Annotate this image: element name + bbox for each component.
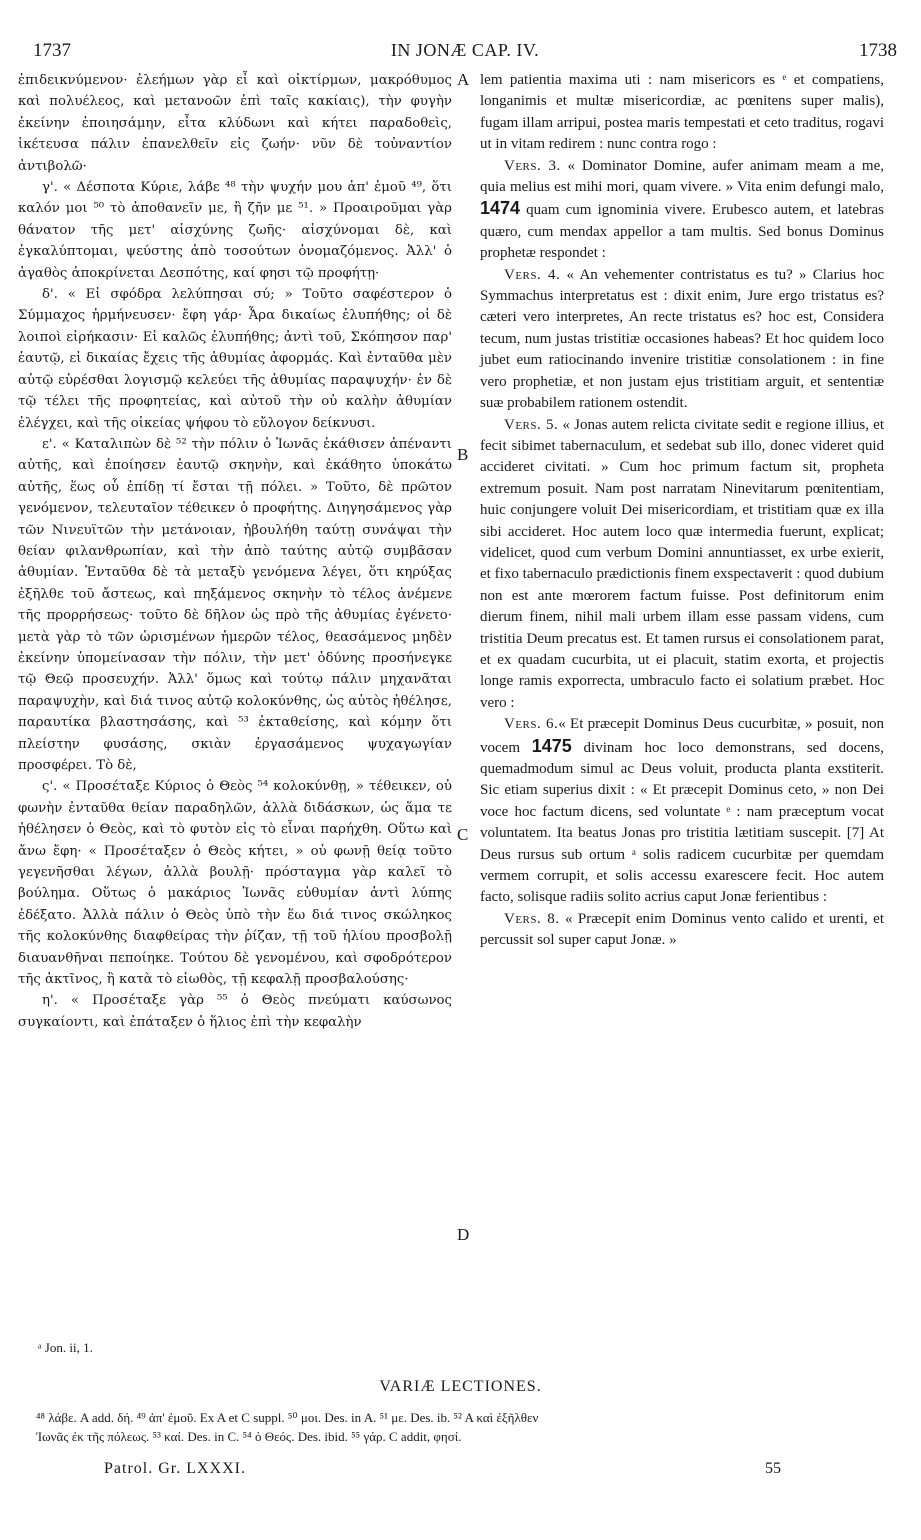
verse-label: Vers. 8. xyxy=(504,910,560,927)
greek-column xyxy=(18,70,452,1033)
latin-text: quam cum ignominia vivere. Erubesco autem, et latebras quæro, cum mendax appellor a tam multis. Sed bonus Dominus prophetæ respondet : xyxy=(480,202,884,262)
variae-line: ⁴⁸ λάβε. A add. δή. ⁴⁹ ἀπ' ἐμοῦ. Ex A et C suppl. ⁵⁰ μοι. Des. in A. ⁵¹ με. Des. ib. ⁵² A καὶ ἐξῆλθεν xyxy=(36,1410,539,1425)
footnote: ᵃ Jon. ii, 1. xyxy=(38,1340,93,1355)
variae-lectiones-title: VARIÆ LECTIONES. xyxy=(379,1378,542,1395)
latin-paragraph xyxy=(480,714,884,909)
variae-lectiones xyxy=(36,1408,896,1446)
latin-paragraph: lem patientia maxima uti : nam misericors es ᵉ et compatiens, longanimis et multæ misericordiæ, ac pœnitens super malis), fugam illam arripui, postea maris tempestati et ceto traditus, rogavi ut in vitam redirem : nunc contra rogo : xyxy=(480,72,884,153)
latin-text: « An vehementer contristatus es tu? » Clarius hoc Symmachus interpretatus est : dixit enim, Jure ergo tristatus es? cæteri vero interpretes, An recte tristatus es? hoc est, Considera tecum, num justas tristitiæ occasiones habeas? Et hoc quidem loco jubet eum ratiocinando invenire tristitiæ consolationem : in fine vero prophetiæ, et non justam ejus tristitiam arguit, et sententiæ suæ probabilem rationem ostendit. xyxy=(480,266,884,412)
footer-signature: 55 xyxy=(765,1460,781,1477)
running-title: IN JONÆ CAP. IV. xyxy=(390,40,540,60)
page-header xyxy=(33,40,897,64)
latin-paragraph xyxy=(480,415,884,715)
latin-text: « Dominator Domine, aufer animam meam a me, quia melius est mihi mori, quam vivere. » Vita enim defungi malo, xyxy=(480,157,884,196)
latin-paragraph xyxy=(480,909,884,952)
variae-line: Ἰωνᾶς ἐκ τῆς πόλεως. ⁵³ καί. Des. in C. ⁵⁴ ὁ Θεός. Des. ibid. ⁵⁵ γάρ. C addit, φησί. xyxy=(36,1429,462,1444)
column-marker-b: B xyxy=(457,445,469,464)
page-number-right: 1738 xyxy=(859,40,897,61)
latin-text: divinam hoc loco demonstrans, sed docens, quemadmodum simul ac Deus voluit, producta planta exstiterit. Sic etiam superius dixit : « Et præcepit Dominus ceto, » non Dei voce hoc factum dicens, sed voluntate ᵉ : nam præceptum vocat voluntatem. Ita beatus Jonas pro tristitia lætitiam suscepit. [7] At Deus rursus sub ortum ᵃ solis radicem cucurbitæ per quemdam vermem corrupit, et solis accessu exarescere fecit. Hoc autem facto, solisque radiis solito acrius caput Jonæ ferientibus : xyxy=(480,739,884,906)
latin-paragraph xyxy=(480,156,884,265)
footer-series: Patrol. Gr. LXXXI. xyxy=(104,1460,246,1477)
greek-paragraph: γ'. « Δέσποτα Κύριε, λάβε ⁴⁸ τὴν ψυχήν μου ἀπ' ἐμοῦ ⁴⁹, ὅτι καλόν μοι ⁵⁰ τὸ ἀποθανεῖν με, ἢ ζῆν με ⁵¹. » Προαιροῦμαι γὰρ θάνατον τῆς μετ' αἰσχύνης ζωῆς· αἰσχύνομαι δὲ, καὶ ἐγκαλύπτομαι, ψεύστης ἀπὸ τοσούτων ὀνομαζόμενος. Ἀλλ' ὁ ἀγαθὸς ἀποκρίνεται Δεσπότης, καί φησι τῷ προφήτῃ· xyxy=(18,180,452,281)
latin-text: « Præcepit enim Dominus vento calido et urenti, et percussit sol super caput Jonæ. » xyxy=(480,910,885,949)
column-marker-a: A xyxy=(457,70,470,89)
column-number: 1475 xyxy=(531,735,572,756)
column-marker-d: D xyxy=(457,1225,470,1244)
verse-label: Vers. 4. xyxy=(504,266,561,283)
latin-text: « Et præcepit Dominus Deus cucurbitæ, » posuit, non vocem xyxy=(480,716,885,756)
latin-text: « Jonas autem relicta civitate sedit e regione illius, et fecit sibimet tabernaculum, et sedebat sub illo, donec videret quid accideret civitati. » Cum hoc primum factum sit, propheta extremum posuit. Nam post narratam Ninevitarum pœnitentiam, huic conjungere voluit Dei misericordiam, et tristitiam quæ ex illa sibi accideret. Hoc autem loco quæ intermedia fuerunt, explicat; videlicet, quod cum verbum Domini annuntiasset, ex urbe exierit, et fixo tabernaculo prædictionis finem exspectaverit : quod dubium non est ante mœrorem factum fuisse. Post definitorum enim dierum finem, nihil mali urbem illam esse passam videns, cum tristitia Deum precatus est. Et tamen rursus ei consolationem parat, et ex quadam cucurbita, ut ei placuit, statim exorta, et projectis longe ramis exporrecta, umbraculo facto ei solatium præbet. Hoc vero : xyxy=(480,416,884,711)
verse-label: Vers. 5. xyxy=(504,416,559,433)
column-marker-c: C xyxy=(457,825,469,844)
verse-label: Vers. 3. xyxy=(504,157,561,174)
greek-paragraph: ἐπιδεικνύμενον· ἐλεήμων γὰρ εἶ καὶ οἰκτίρμων, μακρόθυμος καὶ πολυέλεος, καὶ μετανοῶν ἐπὶ ταῖς κακίαις), τὴν φυγὴν ἐκείνην ἐποιησάμην, εἶτα κλύδωνι καὶ κήτει παραδοθεὶς, ἱκέτευσα πάλιν ἐπανελθεῖν εἰς ζωήν· νῦν δὲ τοὐναντίον ἀντιβολῶ· xyxy=(18,73,452,174)
latin-paragraph xyxy=(480,265,884,415)
column-number: 1474 xyxy=(480,198,521,219)
page-number-left: 1737 xyxy=(33,40,71,61)
verse-label: Vers. 6. xyxy=(504,716,559,733)
greek-paragraph: η'. « Προσέταξε γὰρ ⁵⁵ ὁ Θεὸς πνεύματι καύσωνος συγκαίοντι, καὶ ἐπάταξεν ὁ ἥλιος ἐπὶ τὴν κεφαλὴν xyxy=(18,993,452,1030)
greek-paragraph: ς'. « Προσέταξε Κύριος ὁ Θεὸς ⁵⁴ κολοκύνθῃ, » τέθεικεν, οὐ φωνὴν ἐνταῦθα θείαν παραδηλῶν, ἀλλὰ διδάσκων, ὡς ἅμα τε ἠθέλησεν ὁ Θεὸς, καὶ τὸ φυτὸν εἰς τὸ εἶναι παρήχθη. Οὕτω καὶ ἄνω ἔφη· « Προσέταξεν ὁ Θεὸς κήτει, » οὐ φωνῇ θείᾳ τοῦτο γεγενῆσθαι λέγων, ἀλλὰ βουλῇ· πρόσταγμα γὰρ καλεῖ τὸ βούλημα. Οὕτως ὁ μακάριος Ἰωνᾶς εὐθυμίαν ἀντὶ λύπης ἐδέξατο. Ἀλλὰ πάλιν ὁ Θεὸς ὑπὸ τὴν ἕω διά τινος σκώληκος τῆς κολοκύνθης διαφθείρας τὴν ῥίζαν, τῇ τοῦ ἡλίου προσβολῇ διαυανθῆναι πεποίηκε. Τούτου δὲ γενομένου, καὶ σφοδρότερον τῆς ἀκτῖνος, ἢ κατὰ τὸ εἰωθὸς, τῇ κεφαλῇ προσβαλούσης· xyxy=(18,779,452,988)
greek-paragraph: ε'. « Καταλιπὼν δὲ ⁵² τὴν πόλιν ὁ Ἰωνᾶς ἐκάθισεν ἀπέναντι αὐτῆς, καὶ ἐποίησεν ἑαυτῷ σκηνὴν, καὶ ἐκάθητο ὑποκάτω αὐτῆς, ἕως οὗ ἐπίδῃ τί ἔσται τῇ πόλει. » Τοῦτο, δὲ πρῶτον γενόμενον, τελευταῖον τέθεικεν ὁ προφήτης. Διηγησάμενος γὰρ τῶν Νινευϊτῶν τὴν μετάνοιαν, ἠβουλήθη ταύτῃ συνάψαι τὴν θείαν φιλανθρωπίαν, καὶ τὴν ἀπὸ ταύτης αὐτῷ συμβᾶσαν ἀθυμίαν. Ἐνταῦθα δὲ τὰ μεταξὺ γενόμενα λέγει, ὅτι κηρύξας ἐξῆλθε τοῦ ἄστεως, καὶ πηξάμενος σκηνὴν τὸ τέλος ἀνέμενε τῆς προρρήσεως· τοῦτο δὲ δῆλον ὡς πρὸ τῆς ἀθυμίας ἐγένετο· μετὰ γὰρ τὸ τῶν ὡρισμένων ἡμερῶν τέλος, θεασάμενος μηδὲν ἐκείνην ὑπομείνασαν τὴν πόλιν, τὴν μετ' ὀδύνης προσήνεγκε τῷ Θεῷ προσευχήν. Ἀλλ' ὅμως καὶ τούτῳ πάλιν μηχανᾶται παραψυχὴν, καὶ διά τινος αὐτῷ κολοκύνθης, ὡς αὐτὸς ἠθέλησε, παραυτίκα βλαστησάσης, καὶ ⁵³ ἐκταθείσης, καὶ κόμην ὅτι πλείστην φυσάσης, σκιὰν ἐργασάμενος ψυχαγωγίαν προσφέρει. Τὸ δὲ, xyxy=(18,436,452,773)
greek-paragraph: δ'. « Εἰ σφόδρα λελύπησαι σύ; » Τοῦτο σαφέστερον ὁ Σύμμαχος ἡρμήνευσεν· ἔφη γάρ· Ἆρα δικαίως ἐλυπήθης; οἱ δὲ λοιποὶ εἰρήκασιν· Εἰ καλῶς ἐλυπήθης; ἀντὶ τοῦ, Σκόπησον παρ' ἑαυτῷ, εἰ δικαίας ἔχεις τῆς ἀθυμίας ἀφορμάς. Καὶ ἐνταῦθα μὲν αὐτῷ εὑρέσθαι λογισμῷ κελεύει τῆς ἀθυμίας παραψυχήν· ἐν δὲ τῷ τέλει τῆς προφητείας, καὶ αὐτοῦ τὴν οὐ καλὴν ἀθυμίαν ἐλέγχει, καὶ τῆς οἰκείας ψήφου τὸ εὔλογον δείκνυσι. xyxy=(18,287,452,431)
latin-column xyxy=(480,70,884,952)
